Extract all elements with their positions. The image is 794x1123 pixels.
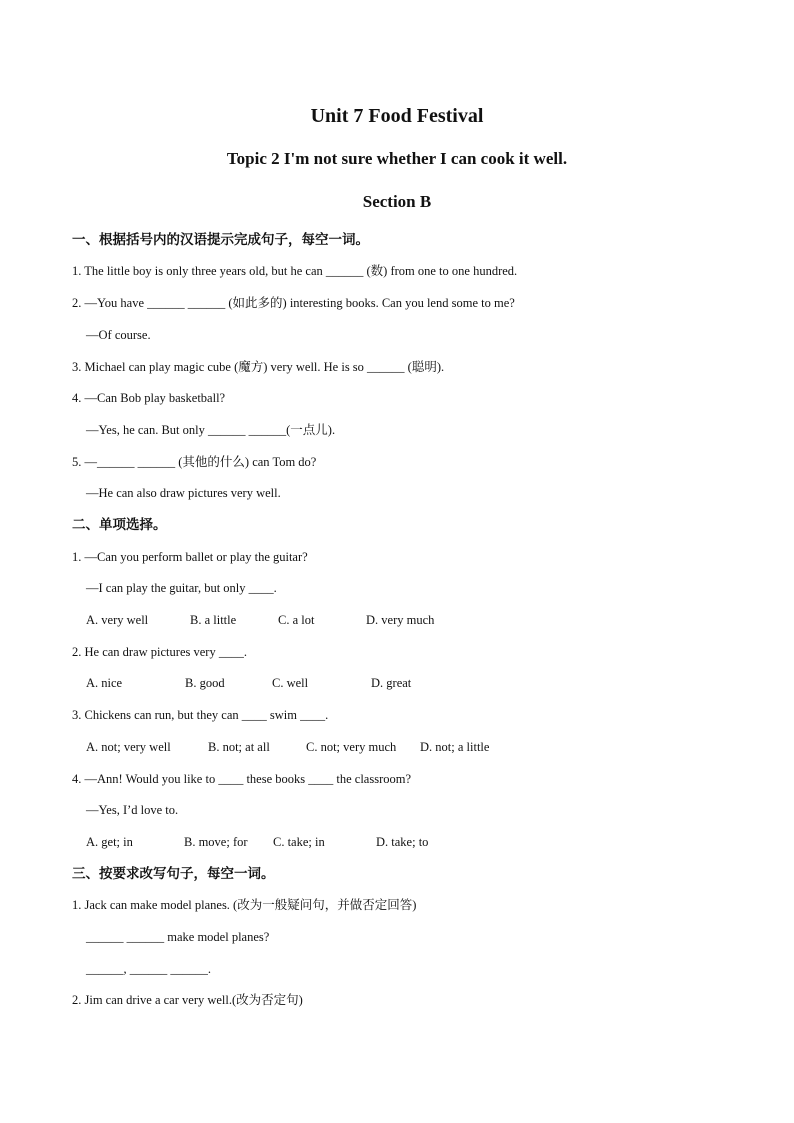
part1-line: 5. —______ ______ (其他的什么) can Tom do? [72, 455, 317, 469]
option-b: B. good [185, 676, 225, 690]
part3-heading: 三、按要求改写句子，每空一词。 [72, 866, 275, 882]
option-a: A. nice [86, 676, 123, 690]
question-reply: —I can play the guitar, but only ____. [86, 581, 277, 595]
part1-line: —Yes, he can. But only ______ ______(一点儿). [86, 423, 336, 437]
unit-title: Unit 7 Food Festival [310, 105, 484, 127]
option-c: C. take; in [273, 835, 325, 849]
question-reply: —Yes, I’d love to. [86, 803, 179, 817]
part1-line: 2. —You have ______ ______ (如此多的) interesting books. Can you lend some to me? [72, 296, 515, 310]
part1-line: 4. —Can Bob play basketball? [72, 391, 226, 405]
topic-title: Topic 2 I'm not sure whether I can cook it well. [226, 149, 568, 168]
option-b: B. a little [190, 613, 237, 627]
option-c: C. a lot [278, 613, 315, 627]
option-b: B. move; for [184, 835, 248, 849]
option-d: D. not; a little [420, 740, 490, 754]
question-stem: 3. Chickens can run, but they can ____ swim ____. [72, 708, 329, 722]
option-c: C. well [272, 676, 309, 690]
part3-line: 1. Jack can make model planes. (改为一般疑问句，并做否定回答) [72, 898, 417, 912]
part3-line: ______, ______ ______. [86, 962, 211, 976]
part2-heading: 二、单项选择。 [72, 517, 167, 533]
option-d: D. very much [366, 613, 435, 627]
part1-heading: 一、根据括号内的汉语提示完成句子，每空一词。 [72, 232, 369, 248]
option-c: C. not; very much [306, 740, 397, 754]
option-a: A. very well [86, 613, 149, 627]
option-a: A. get; in [86, 835, 133, 849]
part1-line: 1. The little boy is only three years old, but he can ______ (数) from one to one hundred. [72, 264, 518, 278]
part3-line: 2. Jim can drive a car very well.(改为否定句) [72, 993, 303, 1007]
question-stem: 2. He can draw pictures very ____. [72, 645, 247, 659]
option-b: B. not; at all [208, 740, 270, 754]
section-title: Section B [362, 192, 432, 211]
part1-line: —Of course. [86, 328, 151, 342]
part3-line: ______ ______ make model planes? [86, 930, 270, 944]
option-d: D. take; to [376, 835, 429, 849]
part1-line: —He can also draw pictures very well. [86, 486, 281, 500]
part1-line: 3. Michael can play magic cube (魔方) very well. He is so ______ (聪明). [72, 360, 445, 374]
option-a: A. not; very well [86, 740, 171, 754]
question-stem: 4. —Ann! Would you like to ____ these books ____ the classroom? [72, 772, 412, 786]
question-stem: 1. —Can you perform ballet or play the guitar? [72, 550, 308, 564]
option-d: D. great [371, 676, 412, 690]
